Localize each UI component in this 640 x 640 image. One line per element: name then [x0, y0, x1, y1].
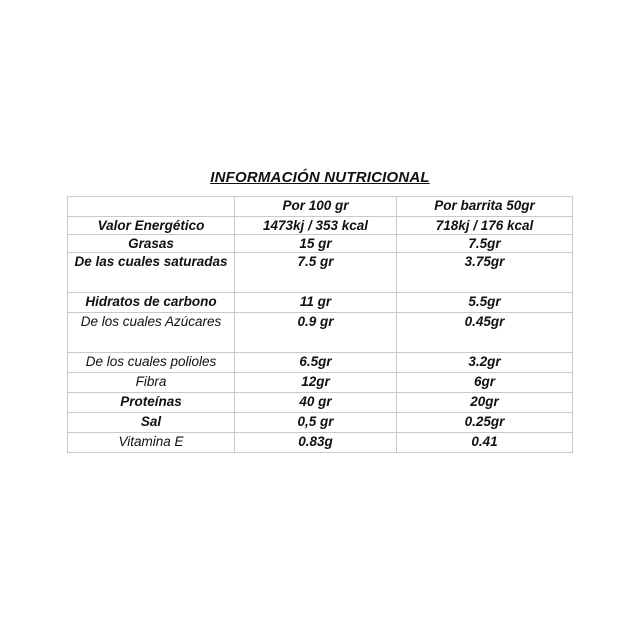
row-per-bar: 3.75gr [397, 253, 573, 293]
table-row [68, 217, 573, 235]
row-label: De los cuales Azúcares [68, 313, 235, 353]
row-per-bar: 3.2gr [397, 353, 573, 373]
nutrition-table [67, 196, 573, 453]
header-empty-cell [68, 197, 235, 217]
row-label: Sal [68, 413, 235, 433]
table-row [68, 373, 573, 393]
row-per-100: 7.5 gr [235, 253, 397, 293]
row-label: Grasas [68, 235, 235, 253]
table-row [68, 433, 573, 453]
row-per-bar: 0.25gr [397, 413, 573, 433]
row-per-bar: 20gr [397, 393, 573, 413]
row-label: De los cuales polioles [68, 353, 235, 373]
row-per-100: 0,5 gr [235, 413, 397, 433]
table-row [68, 353, 573, 373]
row-per-100: 15 gr [235, 235, 397, 253]
row-per-100: 0.9 gr [235, 313, 397, 353]
header-per-100: Por 100 gr [235, 197, 397, 217]
table-row [68, 413, 573, 433]
nutrition-title: INFORMACIÓN NUTRICIONAL [210, 169, 430, 186]
row-per-100: 6.5gr [235, 353, 397, 373]
row-label: Fibra [68, 373, 235, 393]
row-label: De las cuales saturadas [68, 253, 235, 293]
row-per-100: 40 gr [235, 393, 397, 413]
row-per-bar: 6gr [397, 373, 573, 393]
row-per-bar: 718kj / 176 kcal [397, 217, 573, 235]
row-per-bar: 5.5gr [397, 293, 573, 313]
row-per-100: 1473kj / 353 kcal [235, 217, 397, 235]
row-per-bar: 0.41 [397, 433, 573, 453]
row-label: Proteínas [68, 393, 235, 413]
row-per-bar: 7.5gr [397, 235, 573, 253]
row-per-100: 11 gr [235, 293, 397, 313]
table-row [68, 253, 573, 293]
row-label: Hidratos de carbono [68, 293, 235, 313]
row-per-bar: 0.45gr [397, 313, 573, 353]
header-per-bar: Por barrita 50gr [397, 197, 573, 217]
row-label: Vitamina E [68, 433, 235, 453]
table-header-row [68, 197, 573, 217]
table-row [68, 293, 573, 313]
row-per-100: 12gr [235, 373, 397, 393]
row-per-100: 0.83g [235, 433, 397, 453]
row-label: Valor Energético [68, 217, 235, 235]
table-row [68, 313, 573, 353]
table-row [68, 393, 573, 413]
table-row [68, 235, 573, 253]
